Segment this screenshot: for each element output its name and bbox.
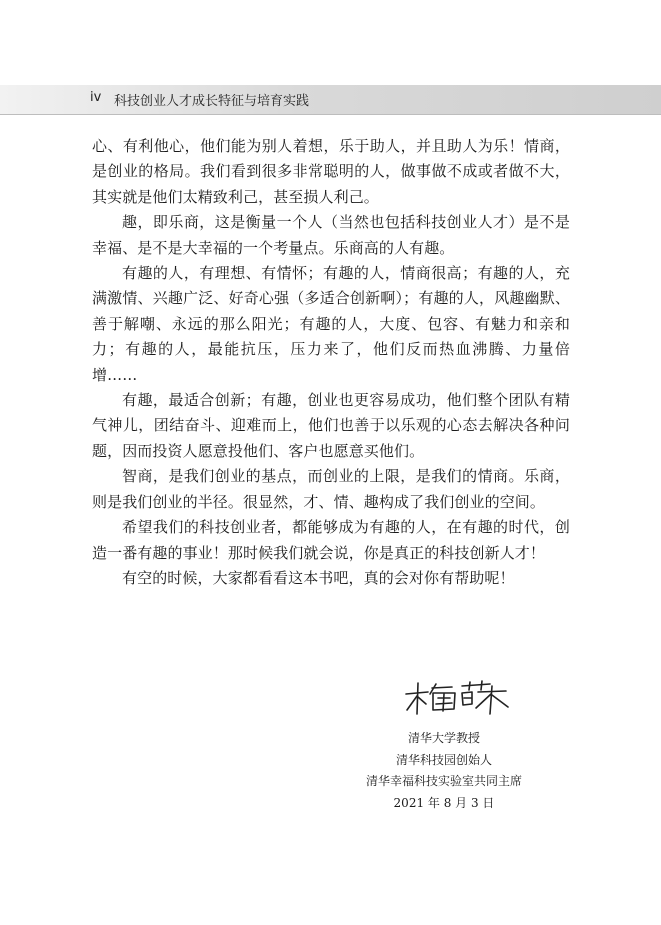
- page-number: iv: [90, 90, 102, 105]
- signer-title: 清华幸福科技实验室共同主席: [365, 774, 522, 788]
- signer-title: 清华科技园创始人: [395, 752, 492, 767]
- signature-block: [330, 728, 558, 814]
- running-header: [0, 85, 661, 115]
- handwritten-signature: [402, 680, 514, 716]
- running-title: 科技创业人才成长特征与培育实践: [114, 94, 310, 109]
- paragraph: 希望我们的科技创业者，都能够成为有趣的人，在有趣的时代，创造一番有趣的事业！那时候我们就会说，你是真正的科技创新人才！: [92, 518, 570, 562]
- paragraph: 趣，即乐商，这是衡量一个人（当然也包括科技创业人才）是不是幸福、是不是大幸福的一个考量点。乐商高的人有趣。: [92, 213, 570, 257]
- signer-title: 清华大学教授: [407, 731, 480, 745]
- paragraph: 智商，是我们创业的基点，而创业的上限，是我们的情商。乐商，则是我们创业的半径。很显然，才、情、趣构成了我们创业的空间。: [92, 467, 570, 511]
- paragraph: 有空的时候，大家都看看这本书吧，真的会对你有帮助呢！: [122, 568, 515, 587]
- paragraph-continued: 心、有利他心，他们能为别人着想，乐于助人，并且助人为乐！情商，是创业的格局。我们看到很多非常聪明的人，做事做不成或者做不大，其实就是他们太精致利己，甚至损人利己。: [92, 137, 570, 206]
- paragraph: 有趣，最适合创新；有趣，创业也更容易成功，他们整个团队有精气神儿，团结奋斗、迎难而上，他们也善于以乐观的心态去解决各种问题，因而投资人愿意投他们、客户也愿意买他们。: [92, 391, 570, 460]
- body-text: [92, 134, 570, 591]
- paragraph: 有趣的人，有理想、有情怀；有趣的人，情商很高；有趣的人，充满激情、兴趣广泛、好奇心强（多适合创新啊）；有趣的人，风趣幽默、善于解嘲、永远的那么阳光；有趣的人，大度、包容、有魅力和亲和力；有趣的人，最能抗压，压力来了，他们反而热血沸腾、力量倍增……: [92, 264, 570, 384]
- signature-date: 2021 年 8 月 3 日: [393, 795, 495, 810]
